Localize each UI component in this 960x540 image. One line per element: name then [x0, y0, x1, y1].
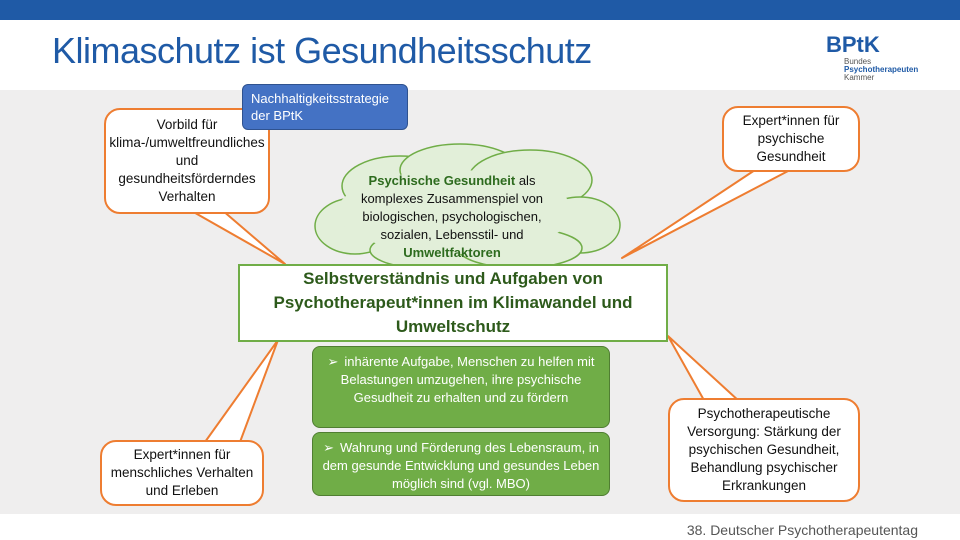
callout-role-model: Vorbild für klima-/umweltfreundliches und gesundheitsförderndes Verhalten — [104, 108, 270, 214]
task-text-2: Wahrung und Förderung des Lebensraum, in dem gesunde Entwicklung und gesundes Leben möglich sind (vgl. MBO) — [322, 440, 600, 491]
task-text-1: inhärente Aufgabe, Menschen zu helfen mit Belastungen umzugehen, ihre psychische Gesudheit zu erhalten und zu fördern — [340, 354, 595, 405]
bullet-arrow-icon: ➢ — [327, 354, 339, 369]
slide-title: Klimaschutz ist Gesundheitsschutz — [52, 30, 592, 71]
cloud-text-highlight-2: Umweltfaktoren — [403, 245, 501, 260]
logo-line-2: Psychotherapeuten — [844, 65, 919, 74]
cloud-text-body: als komplexes Zusammenspiel von biologischen, psychologischen, sozialen, Lebensstil- und — [360, 173, 544, 242]
footer-text: 38. Deutscher Psychotherapeutentag — [686, 522, 918, 538]
callout-behavior-experts: Expert*innen für menschliches Verhalten und Erleben — [100, 440, 264, 506]
cloud-text — [338, 172, 566, 262]
strategy-badge: Nachhaltigkeitsstrategie der BPtK — [242, 84, 408, 130]
bullet-arrow-icon: ➢ — [323, 440, 334, 455]
task-box-1 — [312, 346, 610, 428]
central-statement: Selbstverständnis und Aufgaben von Psychotherapeut*innen im Klimawandel und Umweltschutz — [238, 264, 668, 342]
logo-mark: BPtK — [826, 32, 880, 57]
logo-line-1: Bundes — [844, 57, 872, 66]
callout-mental-health-experts: Expert*innen für psychische Gesundheit — [722, 106, 860, 172]
logo-line-3: Kammer — [844, 73, 875, 82]
cloud-text-highlight-1: Psychische Gesundheit — [368, 173, 516, 188]
callout-care-provision: Psychotherapeutische Versorgung: Stärkung der psychischen Gesundheit, Behandlung psychischer Erkrankungen — [668, 398, 860, 502]
task-box-2 — [312, 432, 610, 496]
